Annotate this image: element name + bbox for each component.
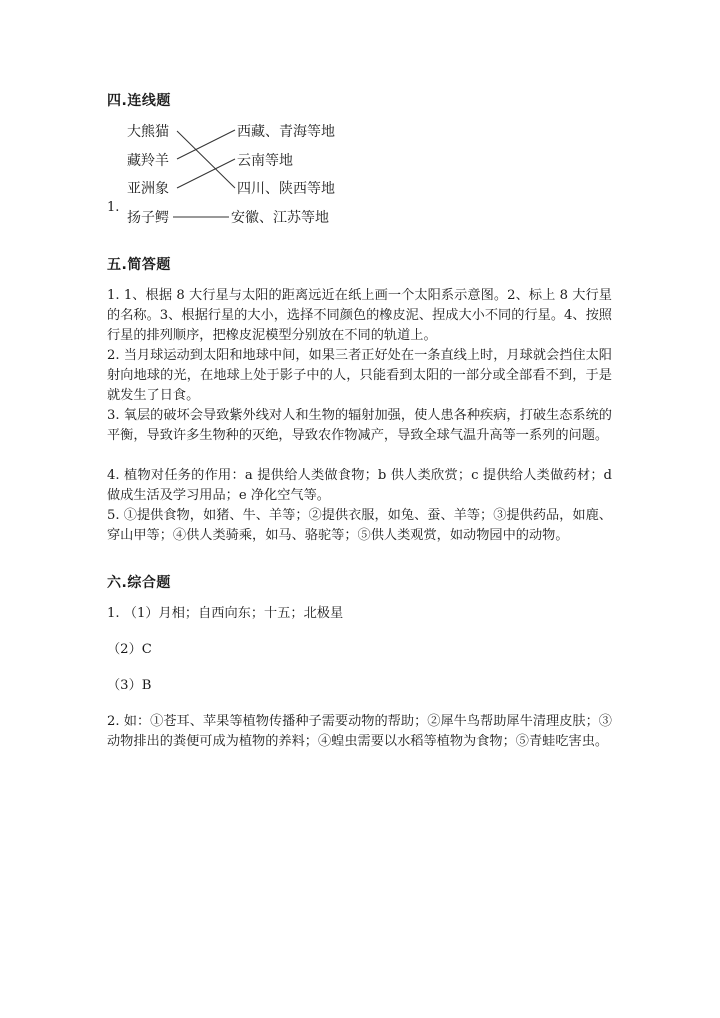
answer-3: 3. 氧层的破坏会导致紫外线对人和生物的辐射加强，使人患各种疾病，打破生态系统的平衡，导致许多生物种的灭绝，导致农作物减产，导致全球气温升高等一系列的问题。	[107, 408, 612, 443]
left-item-elephant: 亚洲象	[127, 181, 169, 197]
answer-5: 5. ①提供食物，如猪、牛、羊等；②提供衣服，如兔、蚕、羊等；③提供药品，如鹿、穿山甲等；④供人类骑乘，如马、骆驼等；⑤供人类观赏，如动物园中的动物。	[107, 508, 612, 543]
left-item-panda: 大熊猫	[127, 124, 169, 140]
right-item-yunnan: 云南等地	[237, 153, 293, 169]
left-item-antelope: 藏羚羊	[127, 153, 169, 169]
right-item-tibet: 西藏、青海等地	[237, 124, 335, 140]
answer-4: 4. 植物对任务的作用：a 提供给人类做食物；b 供人类欣赏；c 提供给人类做药材；d 做成生活及学习用品；e 净化空气等。	[107, 468, 612, 503]
matching-diagram	[107, 116, 367, 234]
answer-1: 1. 1、根据 8 大行星与太阳的距离远近在纸上画一个太阳系示意图。2、标上 8 大行星的名称。3、根据行星的大小，选择不同颜色的橡皮泥、捏成大小不同的行星。4、按照行星的排列顺序，把橡皮泥模型分别放在不同的轨道上。	[107, 288, 612, 343]
q1-part-2: （2）C	[107, 642, 152, 657]
left-item-alligator: 扬子鳄	[127, 210, 169, 226]
connection-line-2	[177, 130, 235, 159]
question-number: 1.	[107, 200, 120, 215]
right-item-anhui: 安徽、江苏等地	[231, 210, 329, 226]
right-item-sichuan: 四川、陕西等地	[237, 181, 335, 197]
q1-part-1: 1. （1）月相；自西向东；十五；北极星	[107, 606, 344, 621]
connection-line-3	[177, 159, 235, 188]
q2-answer: 2. 如：①苍耳、苹果等植物传播种子需要动物的帮助；②犀牛鸟帮助犀牛清理皮肤；③动物排出的粪便可成为植物的养料；④蝗虫需要以水稻等植物为食物；⑤青蛙吃害虫。	[107, 714, 612, 749]
section-4-heading: 四.连线题	[107, 93, 171, 109]
answer-2: 2. 当月球运动到太阳和地球中间，如果三者正好处在一条直线上时，月球就会挡住太阳射向地球的光，在地球上处于影子中的人，只能看到太阳的一部分或全部看不到，于是就发生了日食。	[107, 348, 612, 403]
section-6-heading: 六.综合题	[107, 575, 171, 591]
connection-line-1	[177, 131, 235, 188]
q1-part-3: （3）B	[107, 678, 152, 693]
section-5-heading: 五.简答题	[107, 257, 171, 273]
